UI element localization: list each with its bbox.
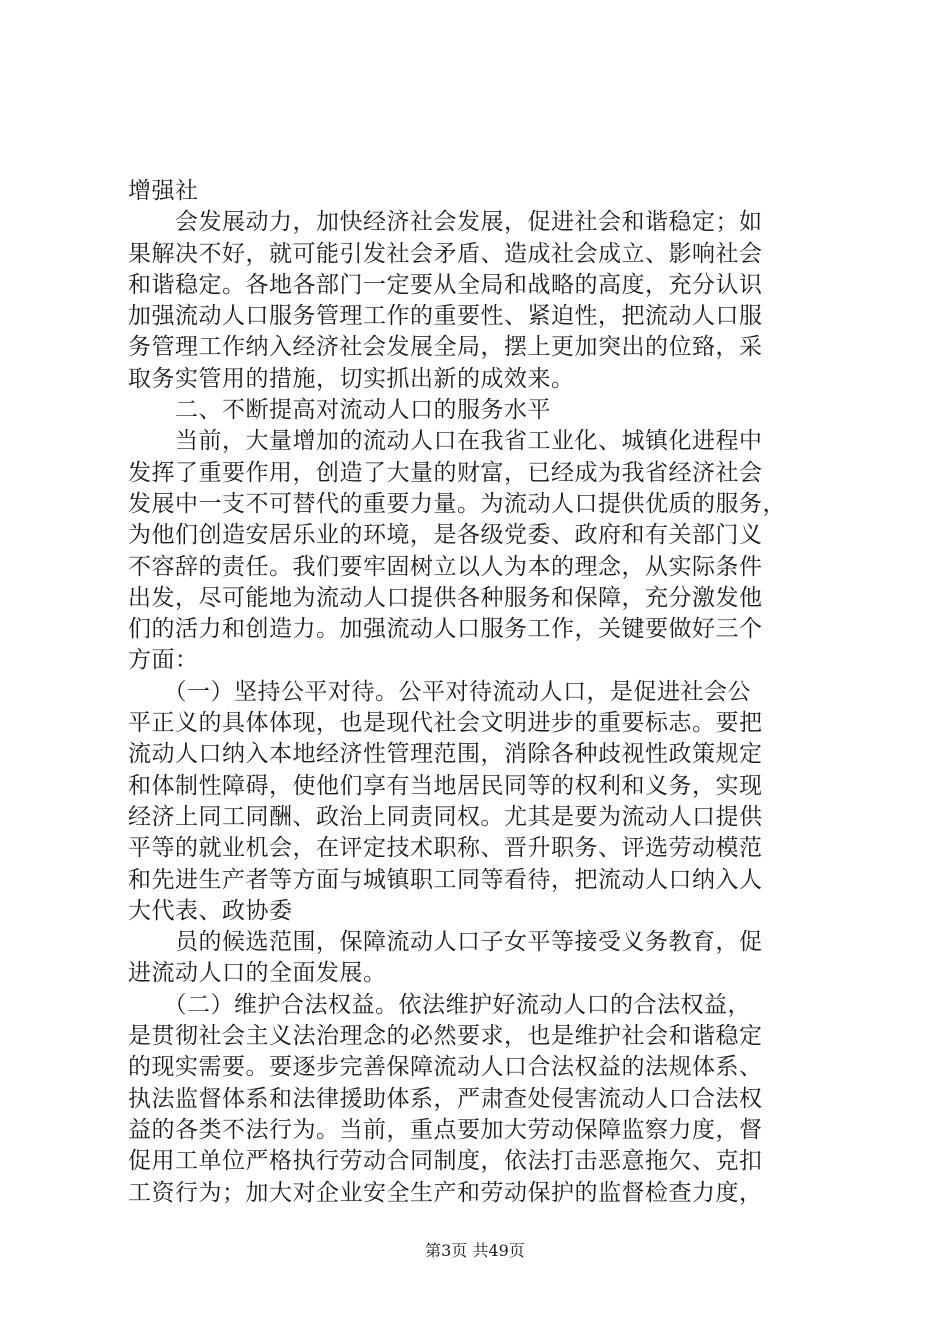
text-line: 员的候选范围，保障流动人口子女平等接受义务教育，促 [128, 929, 763, 956]
text-line: 促用工单位严格执行劳动合同制度，依法打击恶意拖欠、克扣 [128, 1148, 763, 1175]
text-line: 加强流动人口服务管理工作的重要性、紧迫性，把流动人口服 [128, 303, 763, 330]
document-body [128, 176, 840, 1209]
text-line: 流动人口纳入本地经济性管理范围，消除各种歧视性政策规定 [128, 741, 763, 768]
text-line: 发展中一支不可替代的重要力量。为流动人口提供优质的服务， [128, 490, 786, 517]
text-line: 取务实管用的措施，切实抓出新的成效来。 [128, 365, 575, 392]
section-heading: 二、不断提高对流动人口的服务水平 [128, 397, 551, 424]
text-line: 果解决不好，就可能引发社会矛盾、造成社会成立、影响社会 [128, 240, 763, 267]
text-line: 执法监督体系和法律援助体系，严肃查处侵害流动人口合法权 [128, 1085, 763, 1112]
text-line: 会发展动力，加快经济社会发展，促进社会和谐稳定；如 [128, 209, 763, 236]
text-line: （一）坚持公平对待。公平对待流动人口，是促进社会公 [128, 678, 751, 705]
text-line: 和体制性障碍，使他们享有当地居民同等的权利和义务，实现 [128, 772, 763, 799]
text-line: 和先进生产者等方面与城镇职工同等看待，把流动人口纳入人 [128, 866, 763, 893]
text-line: 的现实需要。要逐步完善保障流动人口合法权益的法规体系、 [128, 1054, 763, 1081]
text-line: 出发，尽可能地为流动人口提供各种服务和保障，充分激发他 [128, 584, 763, 611]
text-line: 不容辞的责任。我们要牢固树立以人为本的理念，从实际条件 [128, 553, 763, 580]
text-line: 平正义的具体体现，也是现代社会文明进步的重要标志。要把 [128, 710, 763, 737]
text-line: 经济上同工同酬、政治上同责同权。尤其是要为流动人口提供 [128, 803, 763, 830]
text-line: （二）维护合法权益。依法维护好流动人口的合法权益， [128, 991, 751, 1018]
text-line: 增强社 [128, 178, 199, 204]
text-line: 发挥了重要作用，创造了大量的财富，已经成为我省经济社会 [128, 459, 763, 486]
text-line: 平等的就业机会，在评定技术职称、晋升职务、评选劳动模范 [128, 835, 763, 862]
text-line: 当前，大量增加的流动人口在我省工业化、城镇化进程中 [128, 428, 763, 455]
text-line: 益的各类不法行为。当前，重点要加大劳动保障监察力度，督 [128, 1116, 763, 1143]
text-line: 方面： [128, 647, 199, 674]
text-line: 和谐稳定。各地各部门一定要从全局和战略的高度，充分认识 [128, 271, 763, 298]
text-line: 是贯彻社会主义法治理念的必然要求，也是维护社会和谐稳定 [128, 1023, 763, 1050]
text-line: 们的活力和创造力。加强流动人口服务工作，关键要做好三个 [128, 616, 763, 643]
text-line: 为他们创造安居乐业的环境，是各级党委、政府和有关部门义 [128, 522, 763, 549]
text-line: 务管理工作纳入经济社会发展全局，摆上更加突出的位臵，采 [128, 334, 763, 361]
text-line: 大代表、政协委 [128, 897, 293, 924]
page-number-footer: 第3页 共49页 [425, 1241, 525, 1260]
text-line: 工资行为；加大对企业安全生产和劳动保护的监督检查力度， [128, 1179, 763, 1206]
text-line: 进流动人口的全面发展。 [128, 960, 387, 987]
